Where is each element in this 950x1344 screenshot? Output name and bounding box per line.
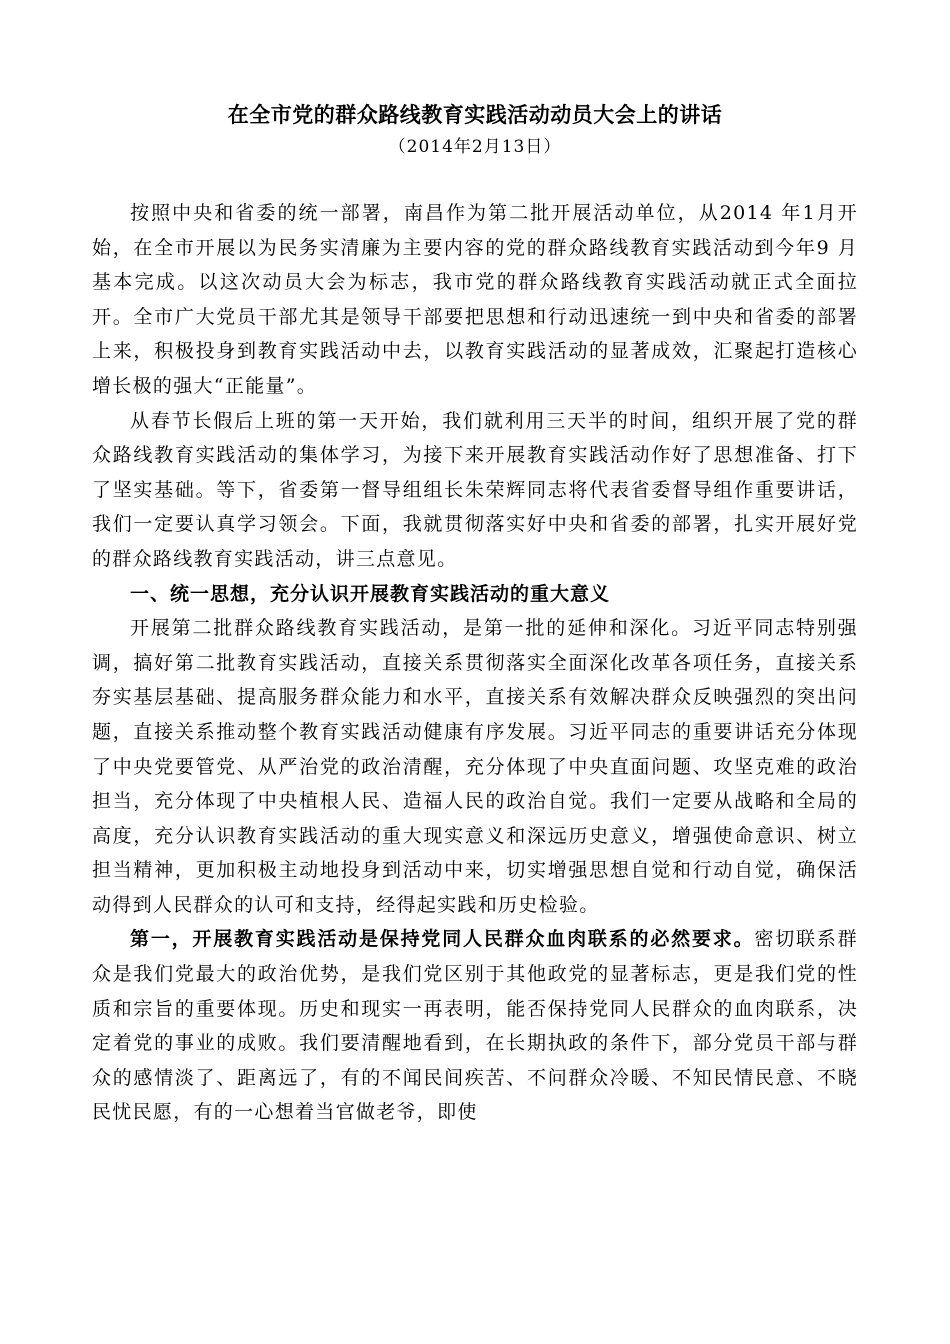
study-paragraph: 从春节长假后上班的第一天开始，我们就利用三天半的时间，组织开展了党的群众路线教育实践活动的集体学习，为接下来开展教育实践活动作好了思想准备、打下了坚实基础。等下，省委第一督导组组长朱荣辉同志将代表省委督导组作重要讲话，我们一定要认真学习领会。下面，我就贯彻落实好中央和省委的部署，扎实开展好党的群众路线教育实践活动，讲三点意见。 <box>92 409 858 570</box>
intro-paragraph: 按照中央和省委的统一部署，南昌作为第二批开展活动单位，从2014 年1月开始，在全市开展以为民务实清廉为主要内容的党的群众路线教育实践活动到今年9 月基本完成。以这次动员大会为标志，我市党的群众路线教育实践活动就正式全面拉开。全市广大党员干部尤其是领导干部要把思想和行动迅速统一到中央和省委的部署上来，积极投身到教育实践活动中去，以教育实践活动的显著成效，汇聚起打造核心增长极的强大“正能量”。 <box>92 202 858 397</box>
document-title: 在全市党的群众路线教育实践活动动员大会上的讲话 <box>227 102 723 127</box>
section-paragraph: 开展第二批群众路线教育实践活动，是第一批的延伸和深化。习近平同志特别强调，搞好第二批教育实践活动，直接关系贯彻落实全面深化改革各项任务，直接关系夯实基层基础、提高服务群众能力和水平，直接关系有效解决群众反映强烈的突出问题，直接关系推动整个教育实践活动健康有序发展。习近平同志的重要讲话充分体现了中央党要管党、从严治党的政治清醒，充分体现了中央直面问题、攻坚克难的政治担当，充分体现了中央植根人民、造福人民的政治自觉。我们一定要从战略和全局的高度，充分认识教育实践活动的重大现实意义和深远历史意义，增强使命意识、树立担当精神，更加积极主动地投身到活动中来，切实增强思想自觉和行动自觉，确保活动得到人民群众的认可和支持，经得起实践和历史检验。 <box>92 617 858 916</box>
point-one-text: 密切联系群众是我们党最大的政治优势，是我们党区别于其他政党的显著标志，更是我们党的性质和宗旨的重要体现。历史和现实一再表明，能否保持党同人民群众的血肉联系，决定着党的事业的成败。我们要清醒地看到，在长期执政的条件下，部分党员干部与群众的感情淡了、距离远了，有的不闻民间疾苦、不问群众冷暖、不知民情民意、不晓民忧民愿，有的一心想着当官做老爷，即使 <box>92 928 858 1124</box>
document-body <box>92 196 858 1130</box>
point-one-lead: 第一，开展教育实践活动是保持党同人民群众血肉联系的必然要求。 <box>130 928 755 951</box>
speech-date: （2014年2月13日） <box>388 137 562 157</box>
section-heading: 一、统一思想，充分认识开展教育实践活动的重大意义 <box>130 582 611 605</box>
point-one-paragraph <box>92 922 858 1130</box>
